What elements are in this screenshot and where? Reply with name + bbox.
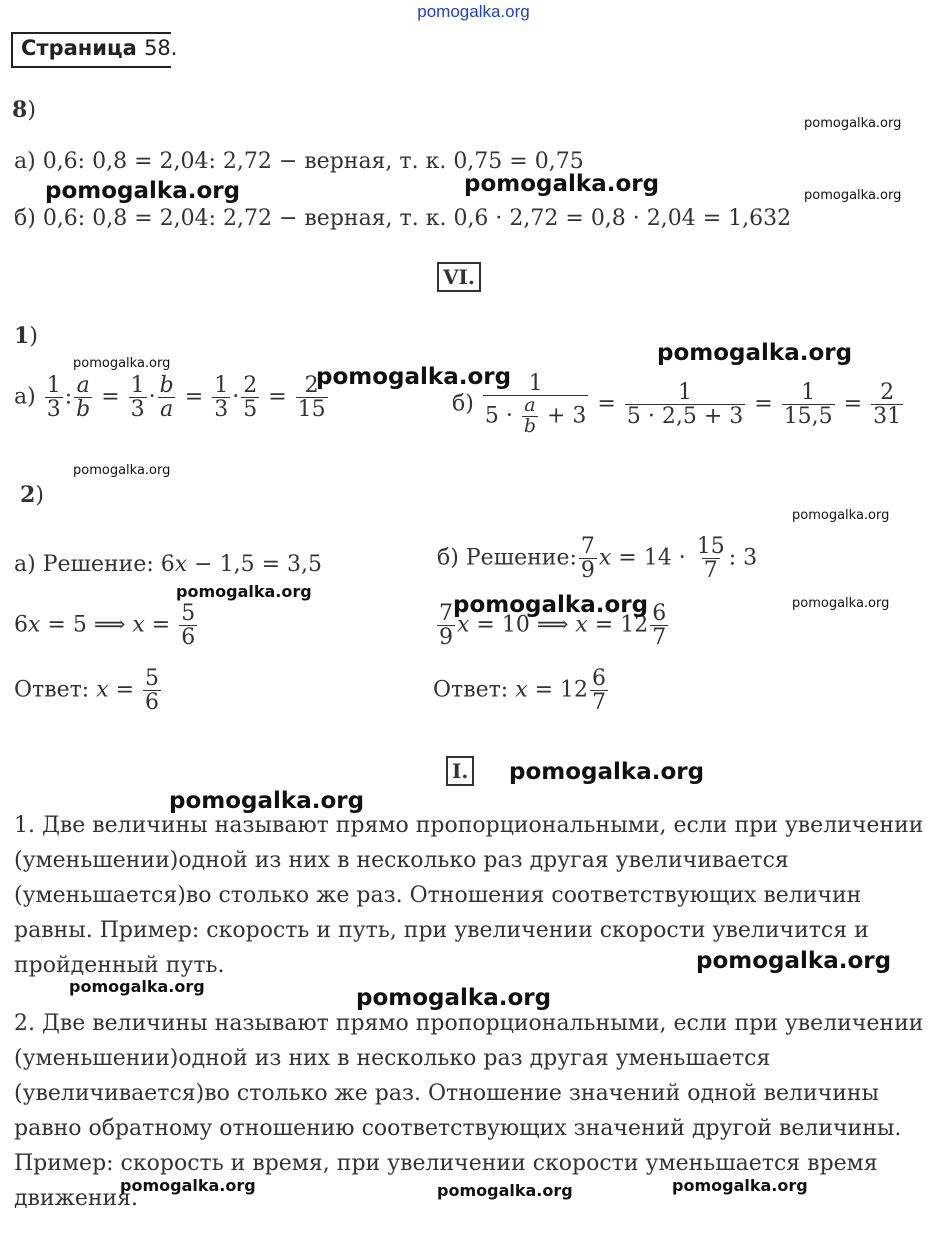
fraction: $\frac{7}{9}$ [580,534,595,584]
exercise-1-a: а) $\frac{1}{3}$ : $\frac{a}{b}$ = $\frac{1}{3}$ · $\frac{b}{a}$ = $\frac{1}{3}$ · $\frac{2}{5}$ = $\frac{2}{15}$ [14,373,326,423]
watermark-big: pomogalka.org [356,985,552,1011]
page-title [11,32,178,68]
watermark-small: pomogalka.org [73,463,171,478]
exercise-8-a: а) 0,6: 0,8 = 2,04: 2,72 − верная, т. к. 0,75 = 0,75 [14,149,584,174]
watermark-medium: pomogalka.org [437,1181,573,1200]
fraction: 1 5 · $\frac{a}{b}$ + 3 [484,371,587,438]
exercise-1-label: 1) [14,323,38,349]
watermark-big: pomogalka.org [509,759,705,785]
watermark-medium: pomogalka.org [69,977,205,996]
top-watermark: pomogalka.org [417,2,530,21]
exercise-2-a-solution: а) Решение: 6x − 1,5 = 3,5 [14,552,322,577]
fraction: $\frac{2}{15}$ [297,373,326,423]
watermark-big: pomogalka.org [45,178,241,204]
fraction: $\frac{5}{6}$ [145,666,160,716]
fraction: $\frac{5}{6}$ [181,601,196,651]
watermark-medium: pomogalka.org [120,1176,256,1195]
fraction: $\frac{6}{7}$ [652,601,667,651]
fraction: $\frac{1}{15,5}$ [783,379,833,429]
exercise-2-a-answer: Ответ: x = $\frac{5}{6}$ [14,666,160,716]
exercise-2-label: 2) [20,482,44,508]
watermark-small: pomogalka.org [804,188,902,203]
fraction: $\frac{6}{7}$ [592,666,607,716]
section-vi-heading: VI. [437,262,481,292]
fraction: $\frac{2}{31}$ [873,379,902,429]
fraction: $\frac{2}{5}$ [243,373,258,423]
exercise-8-label: 8) [12,97,36,123]
exercise-1-b: б) 1 5 · $\frac{a}{b}$ + 3 = $\frac{1}{5 \cdot 2,5 + 3}$ = $\frac{1}{15,5}$ = $\frac{2}{31}$ [452,371,902,438]
watermark-big: pomogalka.org [657,340,853,366]
exercise-8-b: б) 0,6: 0,8 = 2,04: 2,72 − верная, т. к. 0,6 · 2,72 = 0,8 · 2,04 = 1,632 [14,206,792,231]
theory-paragraph-1: 1. Две величины называют прямо пропорциональными, если при увеличении (уменьшении)одной из них в несколько раз другая увеличивается (уменьшается)во столько же раз. Отношения соответствующих величин равны. Пример: скорость и путь, при увеличении скорости увеличится и пройденный путь. [14,813,924,978]
page-label: Страница [21,36,137,60]
exercise-2-b-solution: б) Решение: $\frac{7}{9}$ x = 14 · $\frac{15}{7}$ : 3 [437,534,758,584]
watermark-small: pomogalka.org [73,356,171,371]
watermark-big: pomogalka.org [169,788,365,814]
fraction: $\frac{7}{9}$ [439,601,453,651]
exercise-2-b-result: $\frac{7}{9}$ x = 10 ⟹ x = 12 $\frac{6}{7}$ [439,601,667,651]
watermark-big: pomogalka.org [453,592,649,618]
watermark-small: pomogalka.org [804,116,902,131]
fraction: $\frac{a}{b}$ [523,394,536,438]
fraction: $\frac{1}{3}$ [130,373,145,423]
exercise-2-b-answer: Ответ: x = 12 $\frac{6}{7}$ [433,666,607,716]
watermark-medium: pomogalka.org [176,582,312,601]
watermark-big: pomogalka.org [316,364,512,390]
theory-paragraph-2: 2. Две величины называют прямо пропорциональными, если при увеличении (уменьшении)одной из них в несколько раз другая уменьшается (увеличивается)во столько же раз. Отношение значений одной величины равно обратному отношению соответствующих значений другой величины. Пример: скорость и время, при увеличении скорости уменьшается время движения. [14,1011,924,1211]
watermark-big: pomogalka.org [696,948,892,974]
watermark-small: pomogalka.org [792,508,890,523]
watermark-small: pomogalka.org [792,596,890,611]
fraction: $\frac{a}{b}$ [76,373,91,423]
page-number: 58. [144,36,178,60]
watermark-big: pomogalka.org [464,171,660,197]
fraction: $\frac{1}{5 \cdot 2,5 + 3}$ [626,379,744,429]
fraction: $\frac{b}{a}$ [159,373,174,423]
fraction: $\frac{1}{3}$ [46,373,61,423]
fraction: $\frac{15}{7}$ [696,534,725,584]
watermark-medium: pomogalka.org [672,1176,808,1195]
section-i-heading: I. [446,756,474,786]
exercise-2-a-result: 6x = 5 ⟹ x = $\frac{5}{6}$ [14,601,196,651]
fraction: $\frac{1}{3}$ [214,373,229,423]
